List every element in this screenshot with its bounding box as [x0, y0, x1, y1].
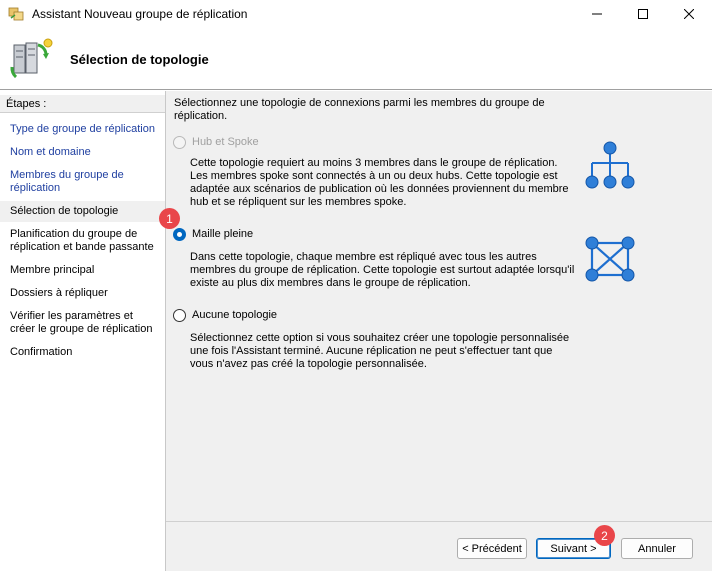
close-icon: [684, 9, 694, 19]
nav-step-confirmation: Confirmation: [10, 346, 73, 358]
annotation-badge-1: 1: [159, 208, 180, 229]
nav-step-members[interactable]: Membres du groupe de réplication: [10, 169, 124, 194]
previous-button[interactable]: < Précédent: [457, 538, 527, 559]
nav-step-schedule: Planification du groupe de réplication et bande passante: [10, 228, 154, 253]
cancel-button[interactable]: Annuler: [621, 538, 693, 559]
close-button[interactable]: [666, 0, 712, 28]
footer-separator: [166, 521, 712, 522]
next-button[interactable]: Suivant >: [536, 538, 611, 559]
intro-text: Sélectionnez une topologie de connexions parmi les membres du groupe de réplication.: [174, 97, 545, 122]
minimize-button[interactable]: [574, 0, 620, 28]
nav-step-topology: Sélection de topologie: [10, 205, 119, 217]
server-replication-icon: [8, 35, 56, 83]
title-bar: [0, 0, 712, 28]
no-topology-radio[interactable]: [173, 309, 186, 322]
no-topology-description: Sélectionnez cette option si vous souhaitez créer une topologie personnalisée une fois l'Assistant terminé. Aucune réplication ne peut s'effectuer tant que vous n'avez pas créé la topologie personnalisée.: [190, 332, 570, 370]
nav-step-review: Vérifier les paramètres et créer le groupe de réplication: [10, 310, 153, 335]
hub-spoke-radio[interactable]: [173, 136, 186, 149]
full-mesh-label[interactable]: Maille pleine: [192, 228, 254, 240]
nav-step-replication-type[interactable]: Type de groupe de réplication: [10, 123, 155, 135]
annotation-badge-2: 2: [594, 525, 615, 546]
hub-spoke-label: Hub et Spoke: [192, 136, 259, 148]
nav-step-name-domain[interactable]: Nom et domaine: [10, 146, 91, 158]
replication-group-icon: [8, 6, 24, 21]
wizard-header: [0, 28, 712, 90]
page-title: Sélection de topologie: [70, 52, 209, 67]
nav-step-primary-member: Membre principal: [10, 264, 95, 276]
window-title: Assistant Nouveau groupe de réplication: [32, 7, 248, 21]
no-topology-label[interactable]: Aucune topologie: [192, 309, 278, 321]
hub-spoke-topology-icon: [584, 141, 638, 194]
full-mesh-description: Dans cette topologie, chaque membre est répliqué avec tous les autres membres du groupe de réplication. Cette topologie est surtout adaptée lorsqu'il existe au plus dix membres dans le groupe de réplication.: [190, 251, 575, 289]
full-mesh-radio[interactable]: [173, 228, 186, 241]
steps-heading: Étapes :: [0, 95, 165, 113]
hub-spoke-description: Cette topologie requiert au moins 3 membres dans le groupe de réplication. Les membres spoke sont connectés à un ou deux hubs. Cette topologie est adaptée aux scénarios de publication où les données proviennent du membre hub et se répliquent sur les membres spoke.: [190, 157, 569, 208]
maximize-button[interactable]: [620, 0, 666, 28]
full-mesh-topology-icon: [584, 235, 638, 288]
topology-content: [166, 91, 712, 571]
steps-panel: [0, 91, 166, 571]
nav-step-folders: Dossiers à répliquer: [10, 287, 108, 299]
